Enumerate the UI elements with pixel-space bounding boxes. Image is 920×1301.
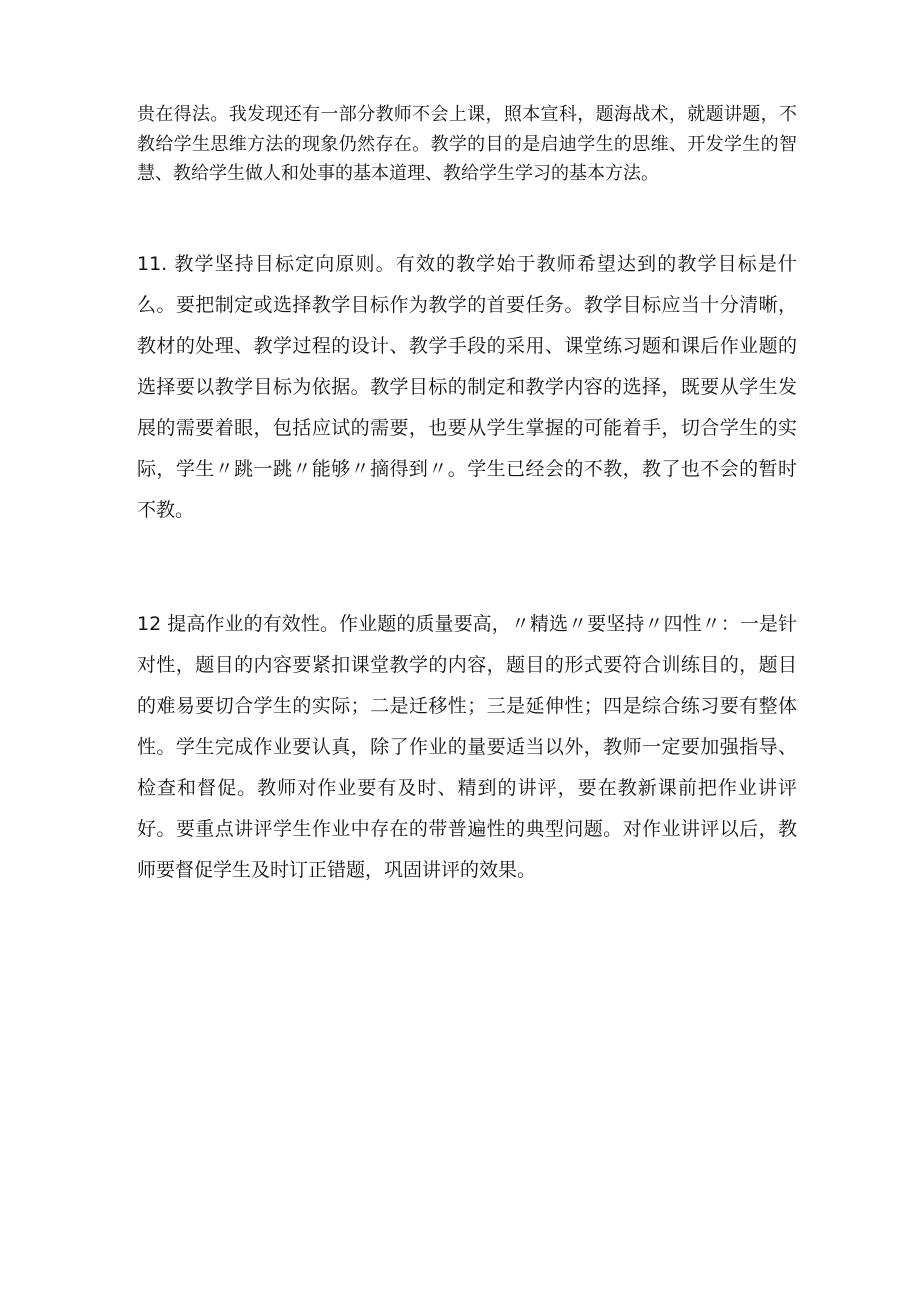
paragraph-11-goal-orientation: 11. 教学坚持目标定向原则。有效的教学始于教师希望达到的教学目标是什么。要把制定或选择教学目标作为教学的首要任务。教学目标应当十分清晰，教材的处理、教学过程的设计、教学手段的采用、课堂练习题和课后作业题的选择要以教学目标为依据。教学目标的制定和教学内容的选择，既要从学生发展的需要着眼，包括应试的需要，也要从学生掌握的可能着手，切合学生的实际，学生〃跳一跳〃能够〃摘得到〃。学生已经会的不教，教了也不会的暂时不教。 [137,253,797,521]
paragraph-12-homework-effectiveness: 12 提高作业的有效性。作业题的质量要高，〃精选〃要坚持〃四性〃：一是针对性，题目的内容要紧扣课堂教学的内容，题目的形式要符合训练目的，题目的难易要切合学生的实际；二是迁移性；三是延伸性；四是综合练习要有整体性。学生完成作业要认真，除了作业的量要适当以外，教师一定要加强指导、检查和督促。教师对作业要有及时、精到的讲评，要在教新课前把作业讲评好。要重点讲评学生作业中存在的带普遍性的典型问题。对作业讲评以后，教师要督促学生及时订正错题，巩固讲评的效果。 [137,613,797,881]
paragraph-intro-end: 贵在得法。我发现还有一部分教师不会上课，照本宣科，题海战术，就题讲题，不教给学生思维方法的现象仍然存在。教学的目的是启迪学生的思维、开发学生的智慧、教给学生做人和处事的基本道理、教给学生学习的基本方法。 [137,104,797,184]
